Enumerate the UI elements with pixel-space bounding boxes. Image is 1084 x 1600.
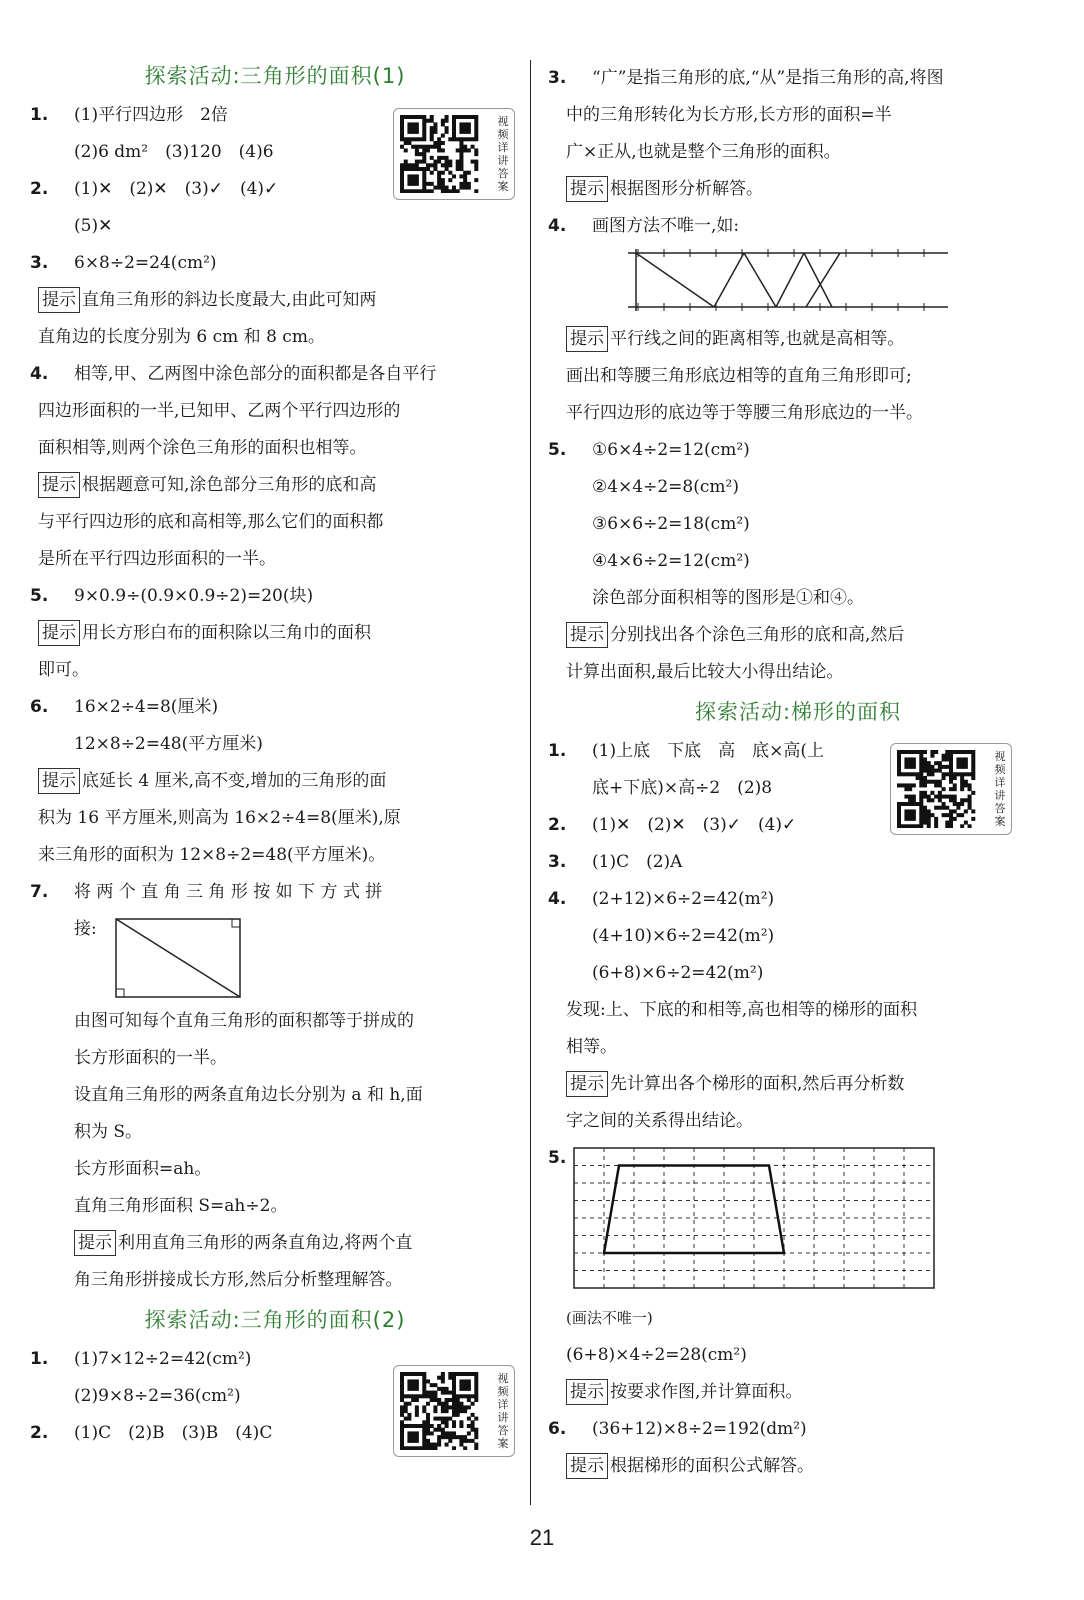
answer-line: ③6×6÷2=18(cm²)	[592, 514, 750, 534]
answer-line: 广×正从,也就是整个三角形的面积。	[566, 142, 841, 162]
answer-line: 7. 将 两 个 直 角 三 角 形 按 如 下 方 式 拼	[30, 882, 383, 902]
right-column	[548, 60, 1048, 1485]
answer-line: 长方形面积的一半。	[74, 1048, 227, 1068]
rectangle-figure: 接:	[30, 911, 520, 1003]
hint-line: 计算出面积,最后比较大小得出结论。	[566, 662, 844, 682]
answer-line: 涂色部分面积相等的图形是①和④。	[592, 588, 864, 608]
hint-line: 直角边的长度分别为 6 cm 和 8 cm。	[38, 327, 325, 347]
hint-label: 提示	[38, 287, 80, 313]
hint-line: 提示 根据题意可知,涂色部分三角形的底和高	[30, 467, 520, 504]
answer-line: 4. 画图方法不唯一,如:	[548, 216, 740, 236]
answer-line: 6. 16×2÷4=8(厘米)	[30, 697, 219, 717]
section-title: 探索活动:三角形的面积(2)	[144, 1308, 406, 1332]
qr-code[interactable]: 视频详讲答案	[393, 1365, 515, 1457]
answer-line: 1. (1)7×12÷2=42(cm²)	[30, 1349, 252, 1369]
answer-line: 由图可知每个直角三角形的面积都等于拼成的	[74, 1011, 414, 1031]
answer-line: (2)6 dm² (3)120 (4)6	[74, 142, 274, 162]
section-title: 探索活动:梯形的面积	[694, 700, 902, 724]
hint-line: 提示 底延长 4 厘米,高不变,增加的三角形的面	[30, 763, 520, 800]
answer-line: 4. 相等,甲、乙两图中涂色部分的面积都是各自平行	[30, 364, 437, 384]
hint-line: 提示 用长方形白布的面积除以三角巾的面积	[30, 615, 520, 652]
answer-line: 4. (2+12)×6÷2=42(m²)	[548, 889, 775, 909]
answer-line: 2. (1)C (2)B (3)B (4)C	[30, 1423, 273, 1443]
answer-line: 12×8÷2=48(平方厘米)	[74, 734, 263, 754]
hint-line: 即可。	[38, 660, 89, 680]
hint-line: 提示 分别找出各个涂色三角形的底和高,然后	[548, 617, 1048, 654]
section-title: 探索活动:三角形的面积(1)	[144, 64, 406, 88]
answer-line: 底+下底)×高÷2 (2)8	[592, 778, 773, 798]
hint-label: 提示	[566, 1379, 608, 1405]
hint-label: 提示	[566, 1071, 608, 1097]
left-column	[30, 55, 520, 1452]
answer-line: 2. (1)✕ (2)✕ (3)✓ (4)✓	[30, 179, 279, 199]
answer-line: 直角三角形面积 S=ah÷2。	[74, 1196, 288, 1216]
qr-code-icon	[400, 115, 486, 193]
answer-line: (6+8)×4÷2=28(cm²)	[566, 1345, 747, 1365]
answer-line: ④4×6÷2=12(cm²)	[592, 551, 750, 571]
hint-line: 来三角形的面积为 12×8÷2=48(平方厘米)。	[38, 845, 386, 865]
hint-line: 提示 平行线之间的距离相等,也就是高相等。	[548, 321, 1048, 358]
hint-line: 提示 先计算出各个梯形的面积,然后再分析数	[548, 1066, 1048, 1103]
answer-line: 中的三角形转化为长方形,长方形的面积=半	[566, 105, 892, 125]
hint-line: 提示 直角三角形的斜边长度最大,由此可知两	[30, 282, 520, 319]
split-rectangle-diagram	[112, 911, 252, 1003]
answer-line: (5)✕	[74, 216, 113, 236]
answer-line: 1. (1)平行四边形 2倍	[30, 105, 228, 125]
hint-line: 提示 利用直角三角形的两条直角边,将两个直	[30, 1225, 520, 1262]
answer-line: ②4×4÷2=8(cm²)	[592, 477, 739, 497]
hint-label: 提示	[566, 1453, 608, 1479]
trapezoid-grid-figure: 5.	[548, 1140, 1048, 1300]
answer-line: 设直角三角形的两条直角边长分别为 a 和 h,面	[74, 1085, 423, 1105]
answer-line: 3. (1)C (2)A	[548, 852, 683, 872]
hint-label: 提示	[38, 768, 80, 794]
hint-line: 与平行四边形的底和高相等,那么它们的面积都	[38, 512, 384, 532]
answer-line: (4+10)×6÷2=42(m²)	[592, 926, 775, 946]
answer-line: 2. (1)✕ (2)✕ (3)✓ (4)✓	[548, 815, 797, 835]
answer-line: 5. ①6×4÷2=12(cm²)	[548, 440, 750, 460]
answer-line: (6+8)×6÷2=42(m²)	[592, 963, 764, 983]
answer-line: 1. (1)上底 下底 高 底×高(上	[548, 741, 824, 761]
answer-line: 6. (36+12)×8÷2=192(dm²)	[548, 1419, 807, 1439]
parallel-lines-figure	[548, 245, 1048, 321]
hint-label: 提示	[566, 622, 608, 648]
hint-label: 提示	[38, 472, 80, 498]
answer-line: 3. 6×8÷2=24(cm²)	[30, 253, 217, 273]
answer-line: 面积相等,则两个涂色三角形的面积也相等。	[38, 438, 367, 458]
hint-label: 提示	[566, 326, 608, 352]
answer-line: 四边形面积的一半,已知甲、乙两个平行四边形的	[38, 401, 401, 421]
answer-line: 5. 9×0.9÷(0.9×0.9÷2)=20(块)	[30, 586, 314, 606]
answer-line: 相等。	[566, 1037, 617, 1057]
hint-line: 字之间的关系得出结论。	[566, 1111, 753, 1131]
hint-line: 积为 16 平方厘米,则高为 16×2÷4=8(厘米),原	[38, 808, 401, 828]
hint-label: 提示	[38, 620, 80, 646]
qr-code[interactable]: 视频详讲答案	[393, 108, 515, 200]
hint-label: 提示	[74, 1230, 116, 1256]
answer-line: 3. “广”是指三角形的底,“从”是指三角形的高,将图	[548, 68, 944, 88]
answer-line: 长方形面积=ah。	[74, 1159, 212, 1179]
parallel-lines-diagram	[618, 245, 958, 321]
answer-line: (2)9×8÷2=36(cm²)	[74, 1386, 241, 1406]
trapezoid-grid-diagram	[570, 1146, 940, 1296]
hint-line: 角三角形拼接成长方形,然后分析整理解答。	[74, 1270, 403, 1290]
answer-line: 发现:上、下底的和相等,高也相等的梯形的面积	[566, 1000, 918, 1020]
column-divider	[530, 60, 531, 1505]
page-number: 21	[529, 1525, 555, 1550]
hint-line: 平行四边形的底边等于等腰三角形底边的一半。	[566, 403, 923, 423]
answer-line: (画法不唯一)	[566, 1309, 653, 1327]
hint-line: 画出和等腰三角形底边相等的直角三角形即可;	[566, 366, 912, 386]
hint-line: 提示 按要求作图,并计算面积。	[548, 1374, 1048, 1411]
hint-line: 提示 根据图形分析解答。	[548, 171, 1048, 208]
hint-label: 提示	[566, 176, 608, 202]
hint-line: 提示 根据梯形的面积公式解答。	[548, 1448, 1048, 1485]
qr-code-icon	[400, 1372, 486, 1450]
watermark-logo	[904, 1510, 1064, 1590]
hint-line: 是所在平行四边形面积的一半。	[38, 549, 276, 569]
answer-line: 积为 S。	[74, 1122, 143, 1142]
qr-code[interactable]: 视频详讲答案	[890, 743, 1012, 835]
